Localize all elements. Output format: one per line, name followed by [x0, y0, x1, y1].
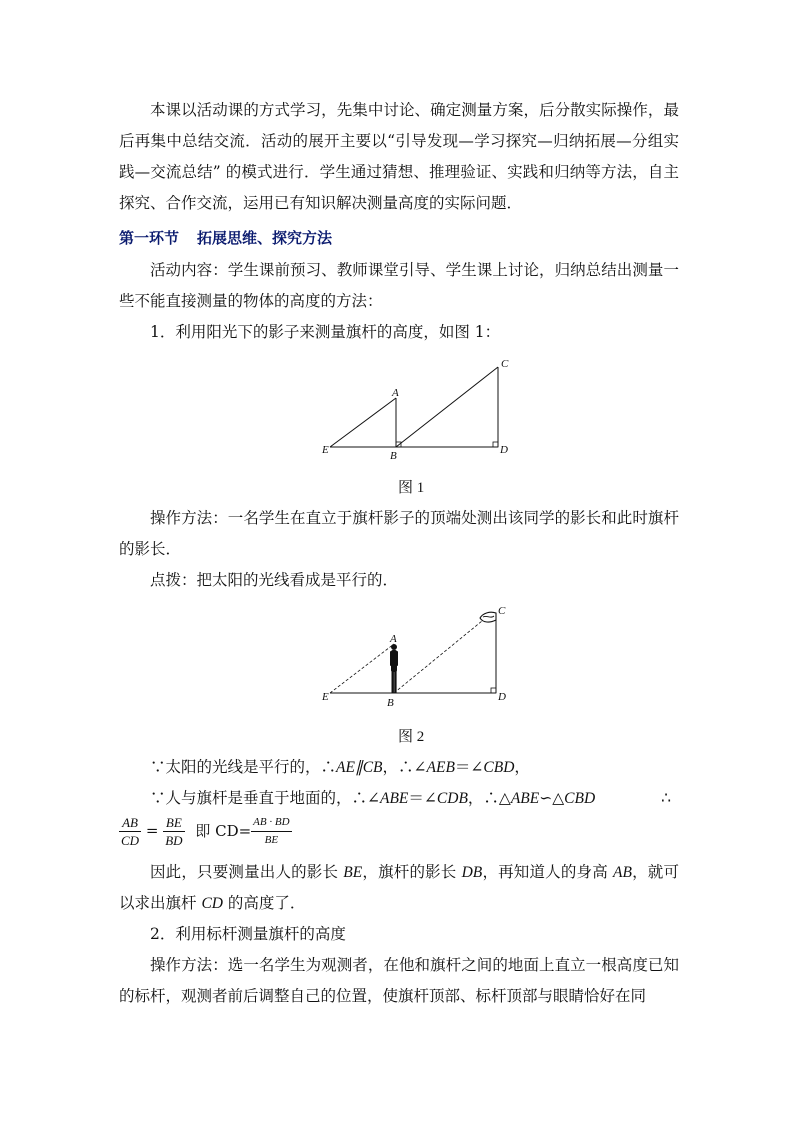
conclusion-paragraph: 因此，只要测量出人的影长 BE，旗杆的影长 DB，再知道人的身高 AB，就可以求出旗杆 CD 的高度了． [119, 863, 679, 912]
reason-line-1: ∵太阳的光线是平行的，∴AE∥CB，∴∠AEB＝∠CBD， [150, 758, 530, 776]
fig2-label-A: A [390, 633, 397, 645]
fig1-label-D: D [500, 444, 508, 456]
therefore-symbol: ∴ [661, 789, 671, 807]
figure-2-diagram [312, 603, 532, 713]
fig2-label-D: D [498, 691, 506, 703]
fig2-sunray-BC [394, 621, 482, 693]
fraction-cd-result: $\frac{AB \cdot BD}{BE}$ [253, 816, 290, 846]
fraction-be-bd: $\frac{BE}{BD}$ [165, 815, 183, 848]
fig2-flag-icon [480, 612, 496, 622]
hint-paragraph: 点拨：把太阳的光线看成是平行的． [150, 571, 399, 589]
fig1-label-A: A [392, 387, 399, 399]
fraction-ab-cd: $\frac{AB}{CD}$ [121, 815, 140, 848]
reason-line-2: ∵人与旗杆是垂直于地面的，∴∠ABE＝∠CDB，∴△ABE∽△CBD ∴ [119, 783, 679, 814]
figure-1-diagram [310, 355, 530, 465]
section-number: 第一环节 [119, 229, 180, 247]
fig1-label-B: B [390, 450, 397, 462]
section-title: 拓展思维、探究方法 [197, 229, 333, 247]
fig2-label-C: C [498, 605, 506, 617]
fig1-label-E: E [322, 444, 329, 456]
method2-title: 2．利用标杆测量旗杆的高度 [150, 925, 346, 943]
fig2-sunray-EA [330, 644, 394, 693]
fig2-right-angle-D [491, 688, 496, 693]
fig2-person-icon [390, 644, 398, 693]
fig1-right-angle-D [493, 442, 498, 447]
figure-2-caption: 图 2 [398, 729, 425, 745]
method1-title: 1．利用阳光下的影子来测量旗杆的高度，如图 1： [150, 323, 501, 341]
figure-1-caption: 图 1 [398, 480, 425, 496]
similarity-formula: $\frac{AB}{CD}$ = $\frac{BE}{BD}$ 即 CD= $\frac{AB \cdot BD}{BE}$ [121, 815, 290, 848]
activity-paragraph: 活动内容：学生课前预习、教师课堂引导、学生课上讨论，归纳总结出测量一些不能直接测量的物体的高度的方法： [119, 261, 679, 310]
fig2-label-E: E [322, 691, 329, 703]
fig1-line-EA [330, 398, 396, 447]
operation-paragraph: 操作方法：一名学生在直立于旗杆影子的顶端处测出该同学的影长和此时旗杆的影长． [119, 509, 679, 558]
parallel-relation: AE∥CB [336, 759, 383, 776]
fig1-line-BC [396, 367, 498, 447]
section-heading [119, 223, 332, 253]
fig2-label-B: B [387, 697, 394, 709]
intro-paragraph: 本课以活动课的方式学习，先集中讨论、确定测量方案，后分散实际操作，最后再集中总结交流．活动的展开主要以“引导发现—学习探究—归纳拓展—分组实践—交流总结” 的模式进行．学生通过猜想、推理验证、实践和归纳等方法，自主探究、合作交流，运用已有知识解决测量高度的实际问题． [119, 101, 679, 212]
fig1-label-C: C [501, 358, 509, 370]
method2-operation: 操作方法：选一名学生为观测者，在他和旗杆之间的地面上直立一根高度已知的标杆，观测者前后调整自己的位置，使旗杆顶部、标杆顶部与眼睛恰好在同 [119, 956, 679, 1005]
